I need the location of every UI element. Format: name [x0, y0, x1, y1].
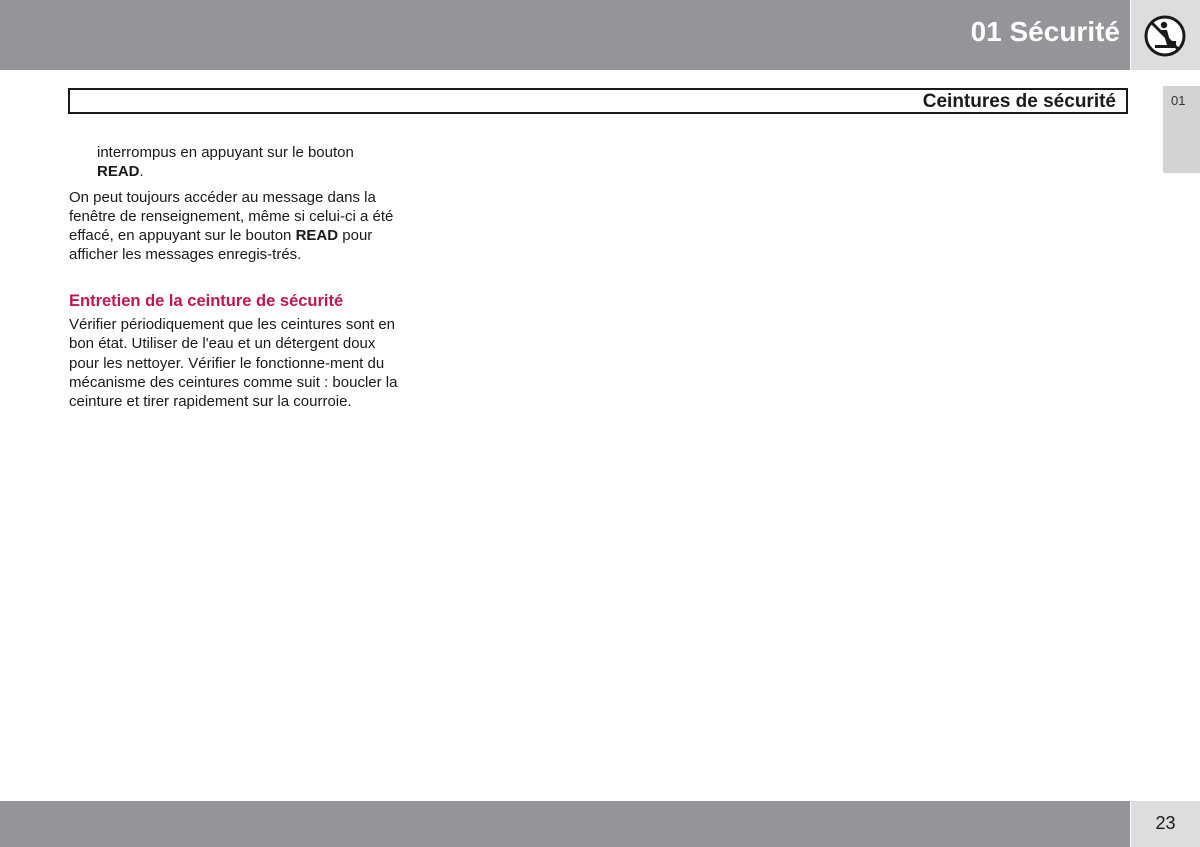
para1-end: pour afficher les messages enregis-trés.	[69, 227, 373, 264]
continued-end: .	[139, 163, 144, 181]
page-number-box	[1131, 801, 1200, 847]
read-button-label: READ	[97, 163, 140, 181]
paragraph-read-message	[69, 188, 409, 265]
paragraph-maintenance: Vérifier périodiquement que les ceintures sont en bon état. Utiliser de l'eau et un détergent doux pour les nettoyer. Vérifier le fonctionne-ment du mécanisme des ceintures comme suit : boucler la ceinture et tirer rapidement sur la courroie.	[69, 316, 398, 411]
chapter-icon-box	[1131, 0, 1200, 70]
footer-bar	[0, 801, 1130, 847]
continued-text: interrompus en appuyant sur le bouton	[97, 144, 354, 161]
section-title: Ceintures de sécurité	[922, 91, 1116, 112]
section-header-box	[68, 88, 1128, 114]
read-button-label-2: READ	[295, 227, 339, 245]
subheading-maintenance: Entretien de la ceinture de sécurité	[69, 291, 344, 310]
side-tab-label: 01	[1171, 93, 1186, 108]
text-column	[69, 143, 409, 412]
para1-text: On peut toujours accéder au message dans la fenêtre de renseignement, même si celui-ci a été effacé, en appuyant sur le bouton	[69, 188, 394, 245]
chapter-side-tab	[1163, 86, 1200, 173]
continued-paragraph	[69, 143, 409, 182]
chapter-title: 01 Sécurité	[970, 16, 1120, 47]
page-number: 23	[1155, 813, 1176, 833]
header-bar	[0, 0, 1130, 70]
no-seatbelt-warning-icon	[1143, 14, 1187, 58]
